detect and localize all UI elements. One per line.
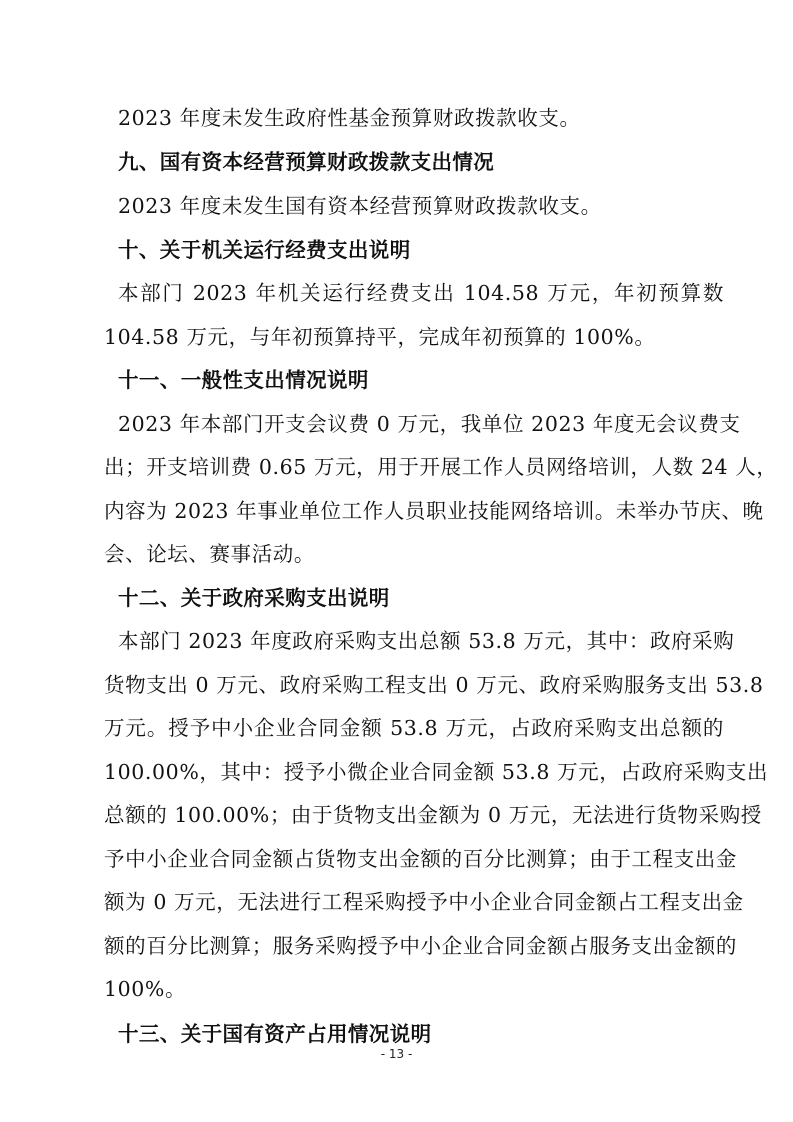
paragraph-procurement-line-3: 万元。授予中小企业合同金额 53.8 万元，占政府采购支出总额的 — [104, 716, 724, 740]
paragraph-operating-costs-line-1: 本部门 2023 年机关运行经费支出 104.58 万元，年初预算数 — [118, 281, 724, 305]
section-heading-13: 十三、关于国有资产占用情况说明 — [118, 1022, 432, 1046]
paragraph-procurement-line-9: 100%。 — [104, 977, 187, 1001]
paragraph-procurement-line-7: 额为 0 万元，无法进行工程采购授予中小企业合同金额占工程支出金 — [104, 890, 744, 914]
section-heading-10: 十、关于机关运行经费支出说明 — [118, 238, 411, 262]
page-number: - 13 - — [380, 1047, 413, 1061]
paragraph-procurement-line-2: 货物支出 0 万元、政府采购工程支出 0 万元、政府采购服务支出 53.8 — [104, 673, 764, 697]
paragraph-procurement-line-6: 予中小企业合同金额占货物支出金额的百分比测算；由于工程支出金 — [104, 847, 737, 871]
section-heading-12: 十二、关于政府采购支出说明 — [118, 586, 390, 610]
paragraph-general-expenses-line-1: 2023 年本部门开支会议费 0 万元，我单位 2023 年度无会议费支 — [118, 412, 741, 436]
section-heading-9: 九、国有资本经营预算财政拨款支出情况 — [118, 150, 495, 174]
section-heading-11: 十一、一般性支出情况说明 — [118, 368, 369, 392]
paragraph-government-fund: 2023 年度未发生政府性基金预算财政拨款收支。 — [118, 106, 581, 130]
paragraph-operating-costs-line-2: 104.58 万元，与年初预算持平，完成年初预算的 100%。 — [104, 325, 656, 349]
paragraph-procurement-line-1: 本部门 2023 年度政府采购支出总额 53.8 万元，其中：政府采购 — [118, 629, 735, 653]
paragraph-state-capital: 2023 年度未发生国有资本经营预算财政拨款收支。 — [118, 194, 602, 218]
paragraph-procurement-line-4: 100.00%，其中：授予小微企业合同金额 53.8 万元，占政府采购支出 — [104, 760, 769, 784]
paragraph-procurement-line-8: 额的百分比测算；服务采购授予中小企业合同金额占服务支出金额的 — [104, 934, 737, 958]
paragraph-general-expenses-line-3: 内容为 2023 年事业单位工作人员职业技能网络培训。未举办节庆、晚 — [104, 499, 764, 523]
paragraph-procurement-line-5: 总额的 100.00%；由于货物支出金额为 0 万元，无法进行货物采购授 — [104, 803, 762, 827]
paragraph-general-expenses-line-2: 出；开支培训费 0.65 万元，用于开展工作人员网络培训，人数 24 人， — [104, 455, 778, 479]
paragraph-general-expenses-line-4: 会、论坛、赛事活动。 — [104, 542, 315, 566]
